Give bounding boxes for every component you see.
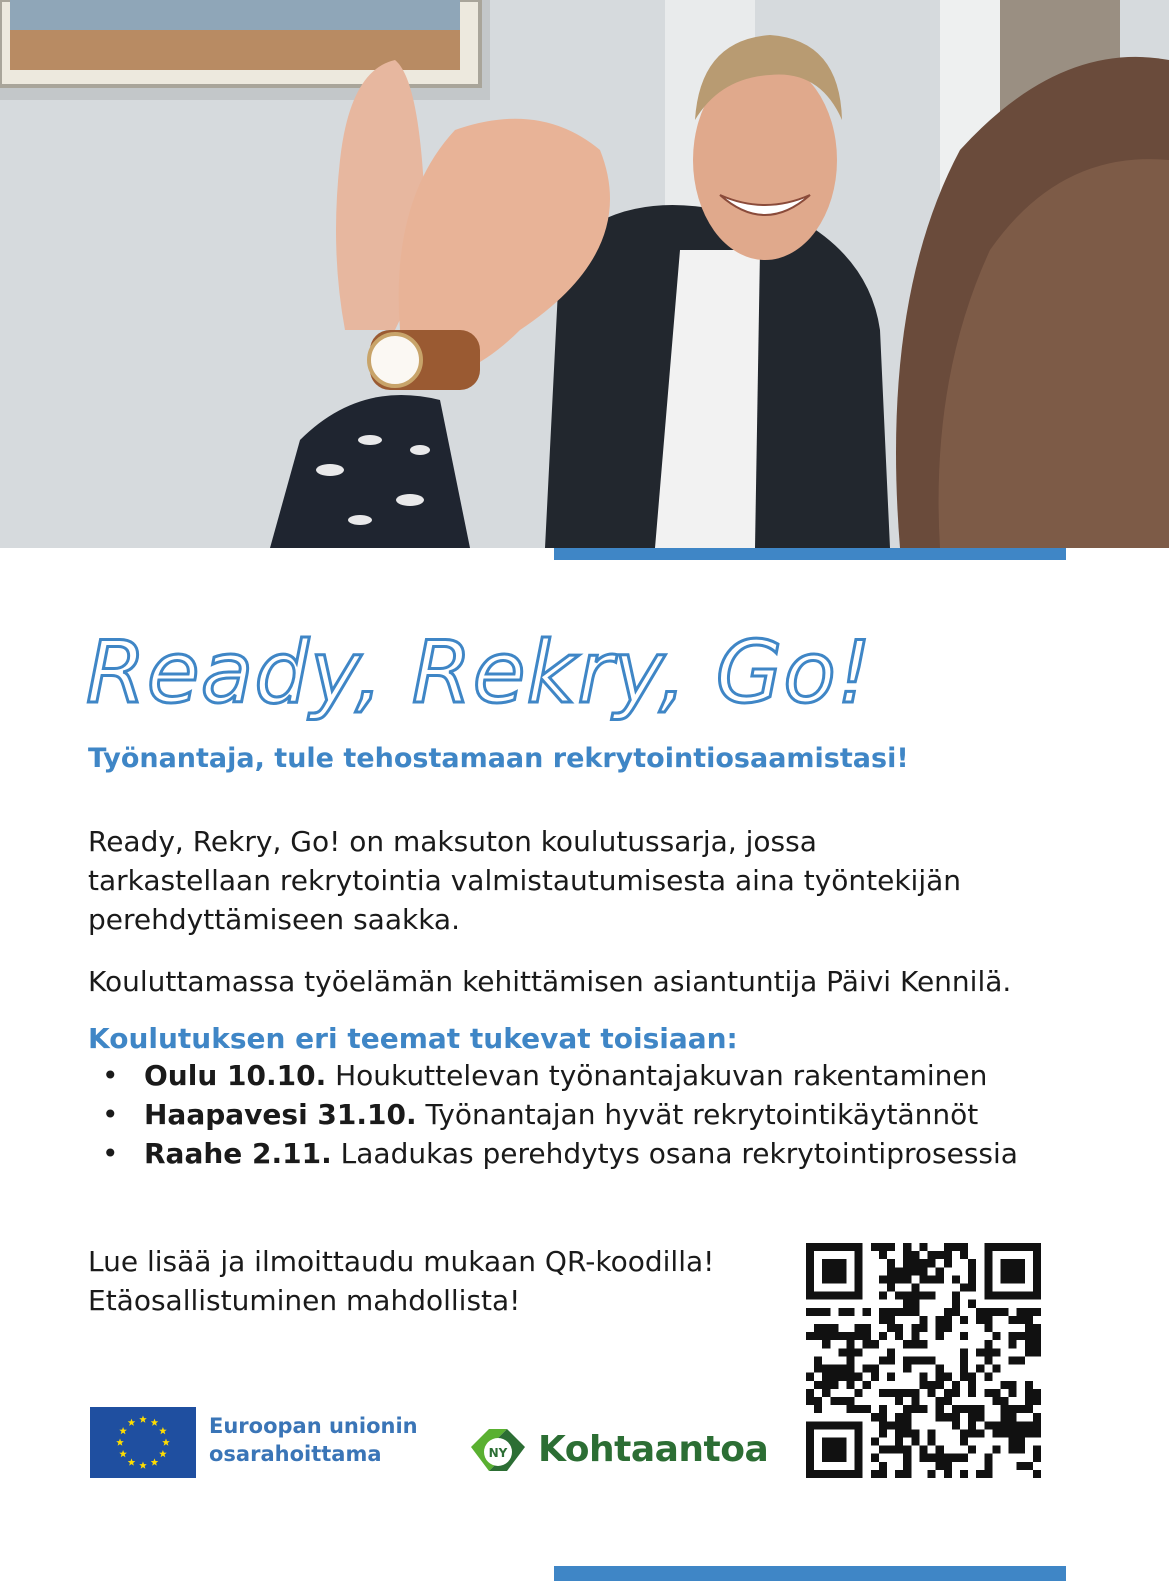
topic: Houkuttelevan työnantajakuvan rakentaminen: [335, 1059, 988, 1092]
list-item: [88, 1056, 1018, 1095]
logo-badge: NY: [488, 1446, 508, 1460]
qr-code-icon[interactable]: [806, 1243, 1041, 1478]
page-title: Ready, Rekry, Go!: [86, 623, 873, 723]
bullet: •: [102, 1059, 119, 1092]
place-date: Raahe 2.11.: [144, 1137, 332, 1170]
intro-line: perehdyttämiseen saakka.: [88, 903, 460, 936]
place-date: Haapavesi 31.10.: [144, 1098, 417, 1131]
intro-line: tarkastellaan rekrytointia valmistautumisesta aina työntekijän: [88, 864, 962, 897]
cta-line: Etäosallistuminen mahdollista!: [88, 1284, 521, 1317]
kohtaantoa-logo-icon: [467, 1425, 529, 1480]
trainer-info: Kouluttamassa työelämän kehittämisen asiantuntija Päivi Kennilä.: [88, 965, 1012, 998]
high-five-illustration: [0, 0, 1169, 548]
hero-photo: [0, 0, 1169, 548]
list-item: [88, 1134, 1018, 1173]
list-item: [88, 1095, 1018, 1134]
accent-bar-top: [554, 548, 1066, 560]
subtitle: Työnantaja, tule tehostamaan rekrytointiosaamistasi!: [88, 743, 909, 774]
accent-bar-bottom: [554, 1566, 1066, 1581]
place-date: Oulu 10.10.: [144, 1059, 327, 1092]
eu-text-line: osarahoittama: [209, 1442, 382, 1466]
topic: Laadukas perehdytys osana rekrytointiprosessia: [340, 1137, 1018, 1170]
call-to-action: [88, 1242, 714, 1320]
intro-paragraph: [88, 822, 1088, 939]
themes-list: [88, 1056, 1018, 1173]
eu-flag-icon: [90, 1407, 196, 1478]
themes-heading: Koulutuksen eri teemat tukevat toisiaan:: [88, 1022, 738, 1055]
topic: Työnantajan hyvät rekrytointikäytännöt: [425, 1098, 979, 1131]
eu-text-line: Euroopan unionin: [209, 1414, 418, 1438]
bullet: •: [102, 1098, 119, 1131]
eu-funding-text: [209, 1412, 418, 1468]
cta-line: Lue lisää ja ilmoittaudu mukaan QR-koodilla!: [88, 1245, 715, 1278]
kohtaantoa-wordmark: Kohtaantoa: [538, 1429, 769, 1470]
bullet: •: [102, 1137, 119, 1170]
intro-line: Ready, Rekry, Go! on maksuton koulutussarja, jossa: [88, 825, 817, 858]
